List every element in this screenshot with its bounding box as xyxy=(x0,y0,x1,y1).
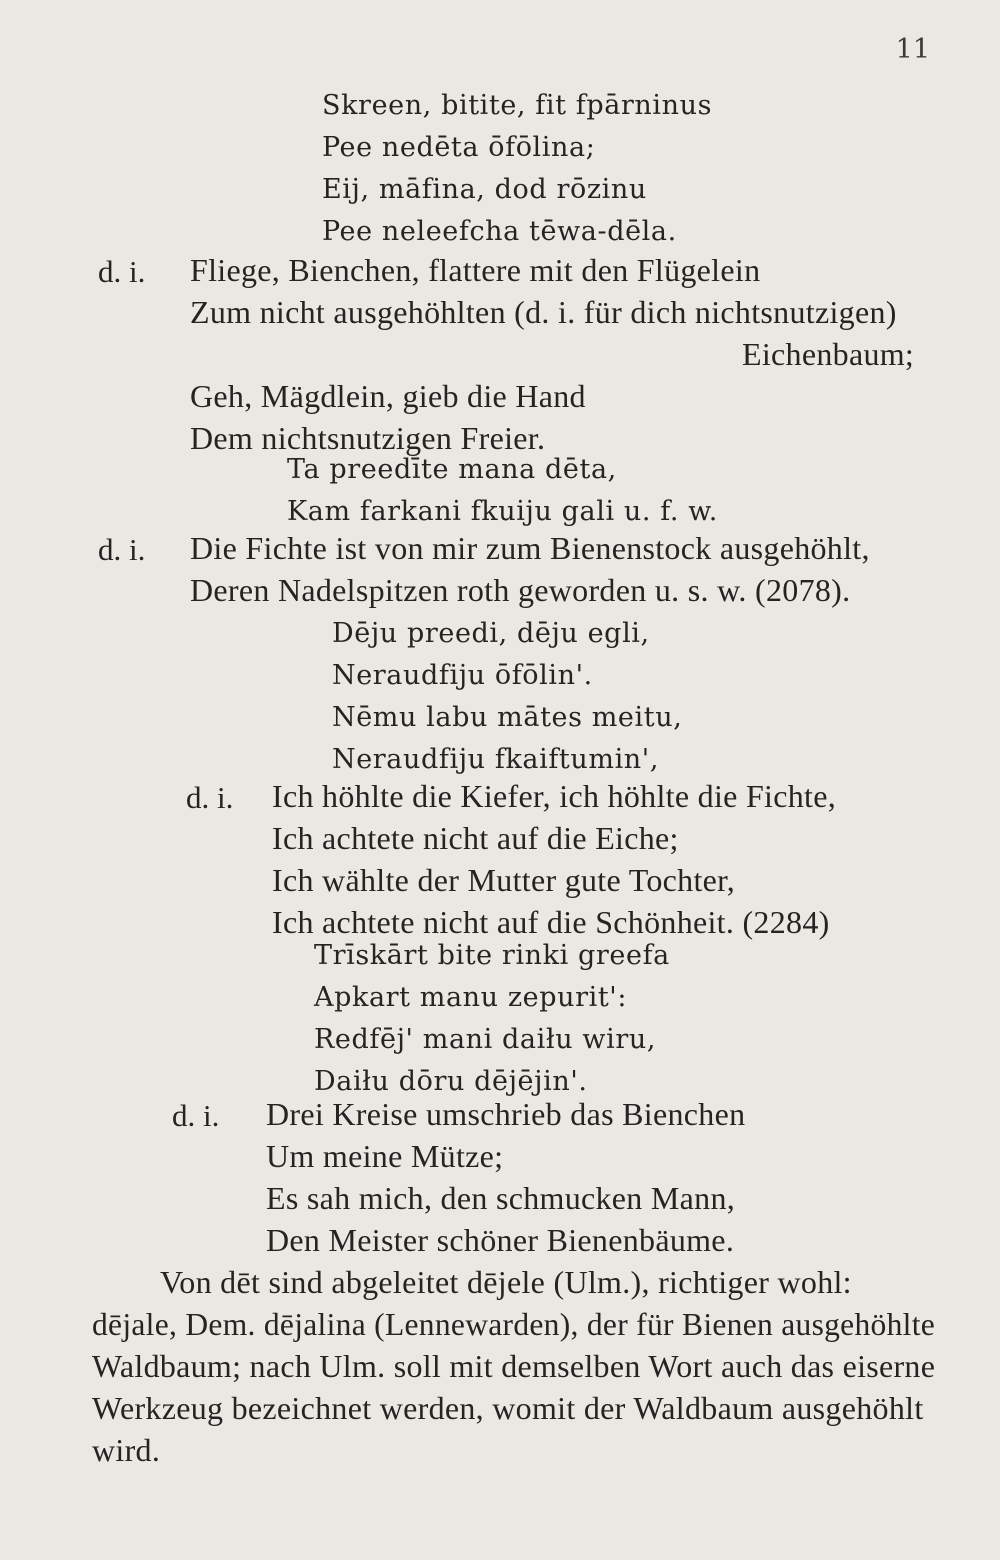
translation-marker: d. i. xyxy=(172,1098,220,1133)
latvian-verse-line: Ta preedīte mana dēta, xyxy=(287,454,617,485)
paragraph-line: Werkzeug bezeichnet werden, womit der Waldbaum ausgehöhlt xyxy=(92,1390,924,1426)
german-translation-line: Zum nicht ausgehöhlten (d. i. für dich nichtsnutzigen) xyxy=(190,294,897,330)
german-translation-line: Ich höhlte die Kiefer, ich höhlte die Fichte, xyxy=(272,778,837,814)
german-translation-line: Die Fichte ist von mir zum Bienenstock ausgehöhlt, xyxy=(190,530,870,566)
german-translation-line: Geh, Mägdlein, gieb die Hand xyxy=(190,378,586,414)
paragraph-line: Von dēt sind abgeleitet dējele (Ulm.), richtiger wohl: xyxy=(160,1264,852,1300)
translation-marker: d. i. xyxy=(98,254,146,289)
latvian-verse-line: Eij, māfina, dod rōzinu xyxy=(322,174,647,205)
latvian-verse-line: Apkart manu zepurit': xyxy=(314,982,628,1013)
latvian-verse-line: Neraudfiju fkaiftumin', xyxy=(332,744,660,775)
paragraph-line: wird. xyxy=(92,1432,161,1468)
paragraph-line: dējale, Dem. dējalina (Lennewarden), der für Bienen ausgehöhlte xyxy=(92,1306,936,1342)
german-translation-line: Ich achtete nicht auf die Schönheit. (2284) xyxy=(272,904,830,940)
page-number: 11 xyxy=(895,34,930,65)
latvian-verse-line: Pee nedēta ōfōlina; xyxy=(322,132,596,163)
german-translation-line: Es sah mich, den schmucken Mann, xyxy=(266,1180,736,1216)
german-translation-line: Dem nichtsnutzigen Freier. xyxy=(190,420,546,456)
german-translation-line: Drei Kreise umschrieb das Bienchen xyxy=(266,1096,746,1132)
latvian-verse-line: Kam farkani fkuiju gali u. f. w. xyxy=(287,496,718,527)
latvian-verse-line: Dēju preedi, dēju egli, xyxy=(332,618,650,649)
german-translation-line: Deren Nadelspitzen roth geworden u. s. w. (2078). xyxy=(190,572,851,608)
latvian-verse-line: Nēmu labu mātes meitu, xyxy=(332,702,683,733)
translation-marker: d. i. xyxy=(186,780,234,815)
german-translation-line: Ich wählte der Mutter gute Tochter, xyxy=(272,862,736,898)
german-translation-line: Ich achtete nicht auf die Eiche; xyxy=(272,820,679,856)
translation-marker: d. i. xyxy=(98,532,146,567)
paragraph-line: Waldbaum; nach Ulm. soll mit demselben Wort auch das eiserne xyxy=(92,1348,936,1384)
latvian-verse-line: Trīskārt bite rinki greefa xyxy=(314,940,670,971)
latvian-verse-line: Skreen, bitite, fit fpārninus xyxy=(322,90,713,121)
latvian-verse-line: Pee neleefcha tēwa-dēla. xyxy=(322,216,677,247)
german-translation-line: Den Meister schöner Bienenbäume. xyxy=(266,1222,735,1258)
german-translation-line: Fliege, Bienchen, flattere mit den Flügelein xyxy=(190,252,761,288)
german-translation-line: Um meine Mütze; xyxy=(266,1138,504,1174)
latvian-verse-line: Redfēj' mani daiłu wiru, xyxy=(314,1024,657,1055)
latvian-verse-line: Neraudfiju ōfōlin'. xyxy=(332,660,593,691)
german-translation-line: Eichenbaum; xyxy=(742,336,915,372)
latvian-verse-line: Daiłu dōru dējējin'. xyxy=(314,1066,588,1097)
